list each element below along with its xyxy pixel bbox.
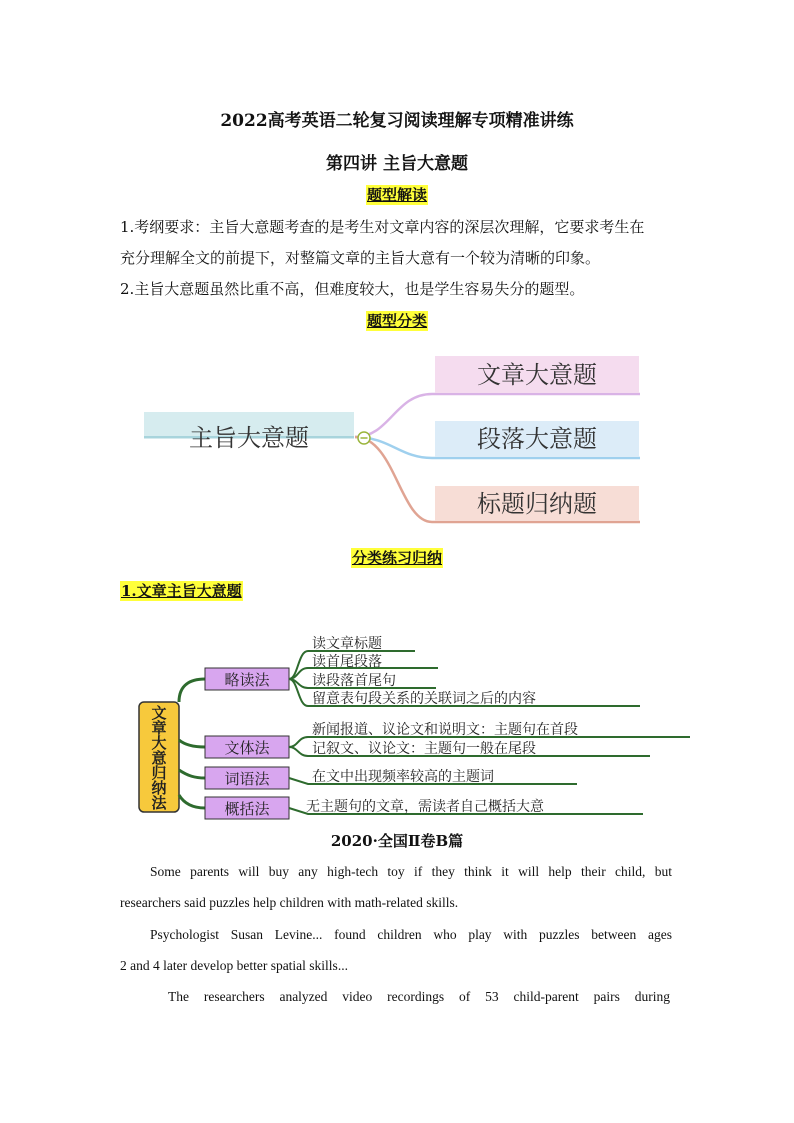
branch-label-3: 标题归纳题 [477, 490, 597, 518]
passage-line: Some parents will buy any high-tech toy if they think it will help their child, but [150, 864, 672, 879]
method-item: 读文章标题 [312, 636, 382, 652]
lecture-subtitle: 第四讲 主旨大意题 [326, 154, 468, 174]
root-char-5: 归 [151, 764, 167, 782]
highlight-heading: 题型解读 [366, 186, 427, 204]
passage-source: 2020·全国Ⅱ卷B篇 [330, 832, 464, 850]
method-item: 新闻报道、议论文和说明文：主题句在首段 [312, 722, 578, 738]
method-label-3: 词语法 [224, 770, 270, 788]
method-item: 无主题句的文章，需读者自己概括大意 [306, 799, 544, 815]
method-label-4: 概括法 [224, 800, 270, 818]
method-item: 记叙文、议论文：主题句一般在尾段 [312, 741, 536, 757]
branch-label-2: 段落大意题 [477, 425, 597, 453]
requirement-line-2: 充分理解全文的前提下，对整篇文章的主旨大意有一个较为清晰的印象。 [120, 249, 601, 267]
method-item: 在文中出现频率较高的主题词 [312, 769, 494, 785]
method-label-1: 略读法 [224, 671, 270, 689]
passage-line: 2 and 4 later develop better spatial skills... [120, 958, 348, 973]
document-title: 2022高考英语二轮复习阅读理解专项精准讲练 [220, 111, 574, 131]
requirement-line-3: 2.主旨大意题虽然比重不高，但难度较大，也是学生容易失分的题型。 [120, 280, 585, 298]
root-node-label: 主旨大意题 [189, 424, 309, 452]
root-char-7: 法 [151, 794, 167, 812]
root-char-6: 纳 [151, 779, 167, 797]
highlight-heading: 1.文章主旨大意题 [121, 582, 242, 600]
root-char-1: 文 [151, 704, 167, 722]
root-char-2: 章 [151, 719, 167, 737]
method-item: 留意表句段关系的关联词之后的内容 [312, 691, 536, 707]
passage-line: researchers said puzzles help children with math-related skills. [120, 895, 459, 910]
root-char-4: 意 [151, 749, 167, 767]
root-char-3: 大 [151, 734, 167, 752]
method-item: 读首尾段落 [312, 654, 382, 670]
highlight-heading: 题型分类 [366, 312, 427, 330]
branch-label-1: 文章大意题 [477, 361, 597, 389]
highlight-heading: 分类练习归纳 [351, 549, 442, 567]
requirement-line-1: 1.考纲要求：主旨大意题考查的是考生对文章内容的深层次理解，它要求考生在 [120, 218, 645, 236]
method-label-2: 文体法 [224, 739, 270, 757]
passage-line: Psychologist Susan Levine... found children who play with puzzles between ages [150, 927, 672, 942]
method-item: 读段落首尾句 [312, 673, 396, 689]
passage-line: The researchers analyzed video recordings of 53 child-parent pairs during [168, 989, 670, 1004]
